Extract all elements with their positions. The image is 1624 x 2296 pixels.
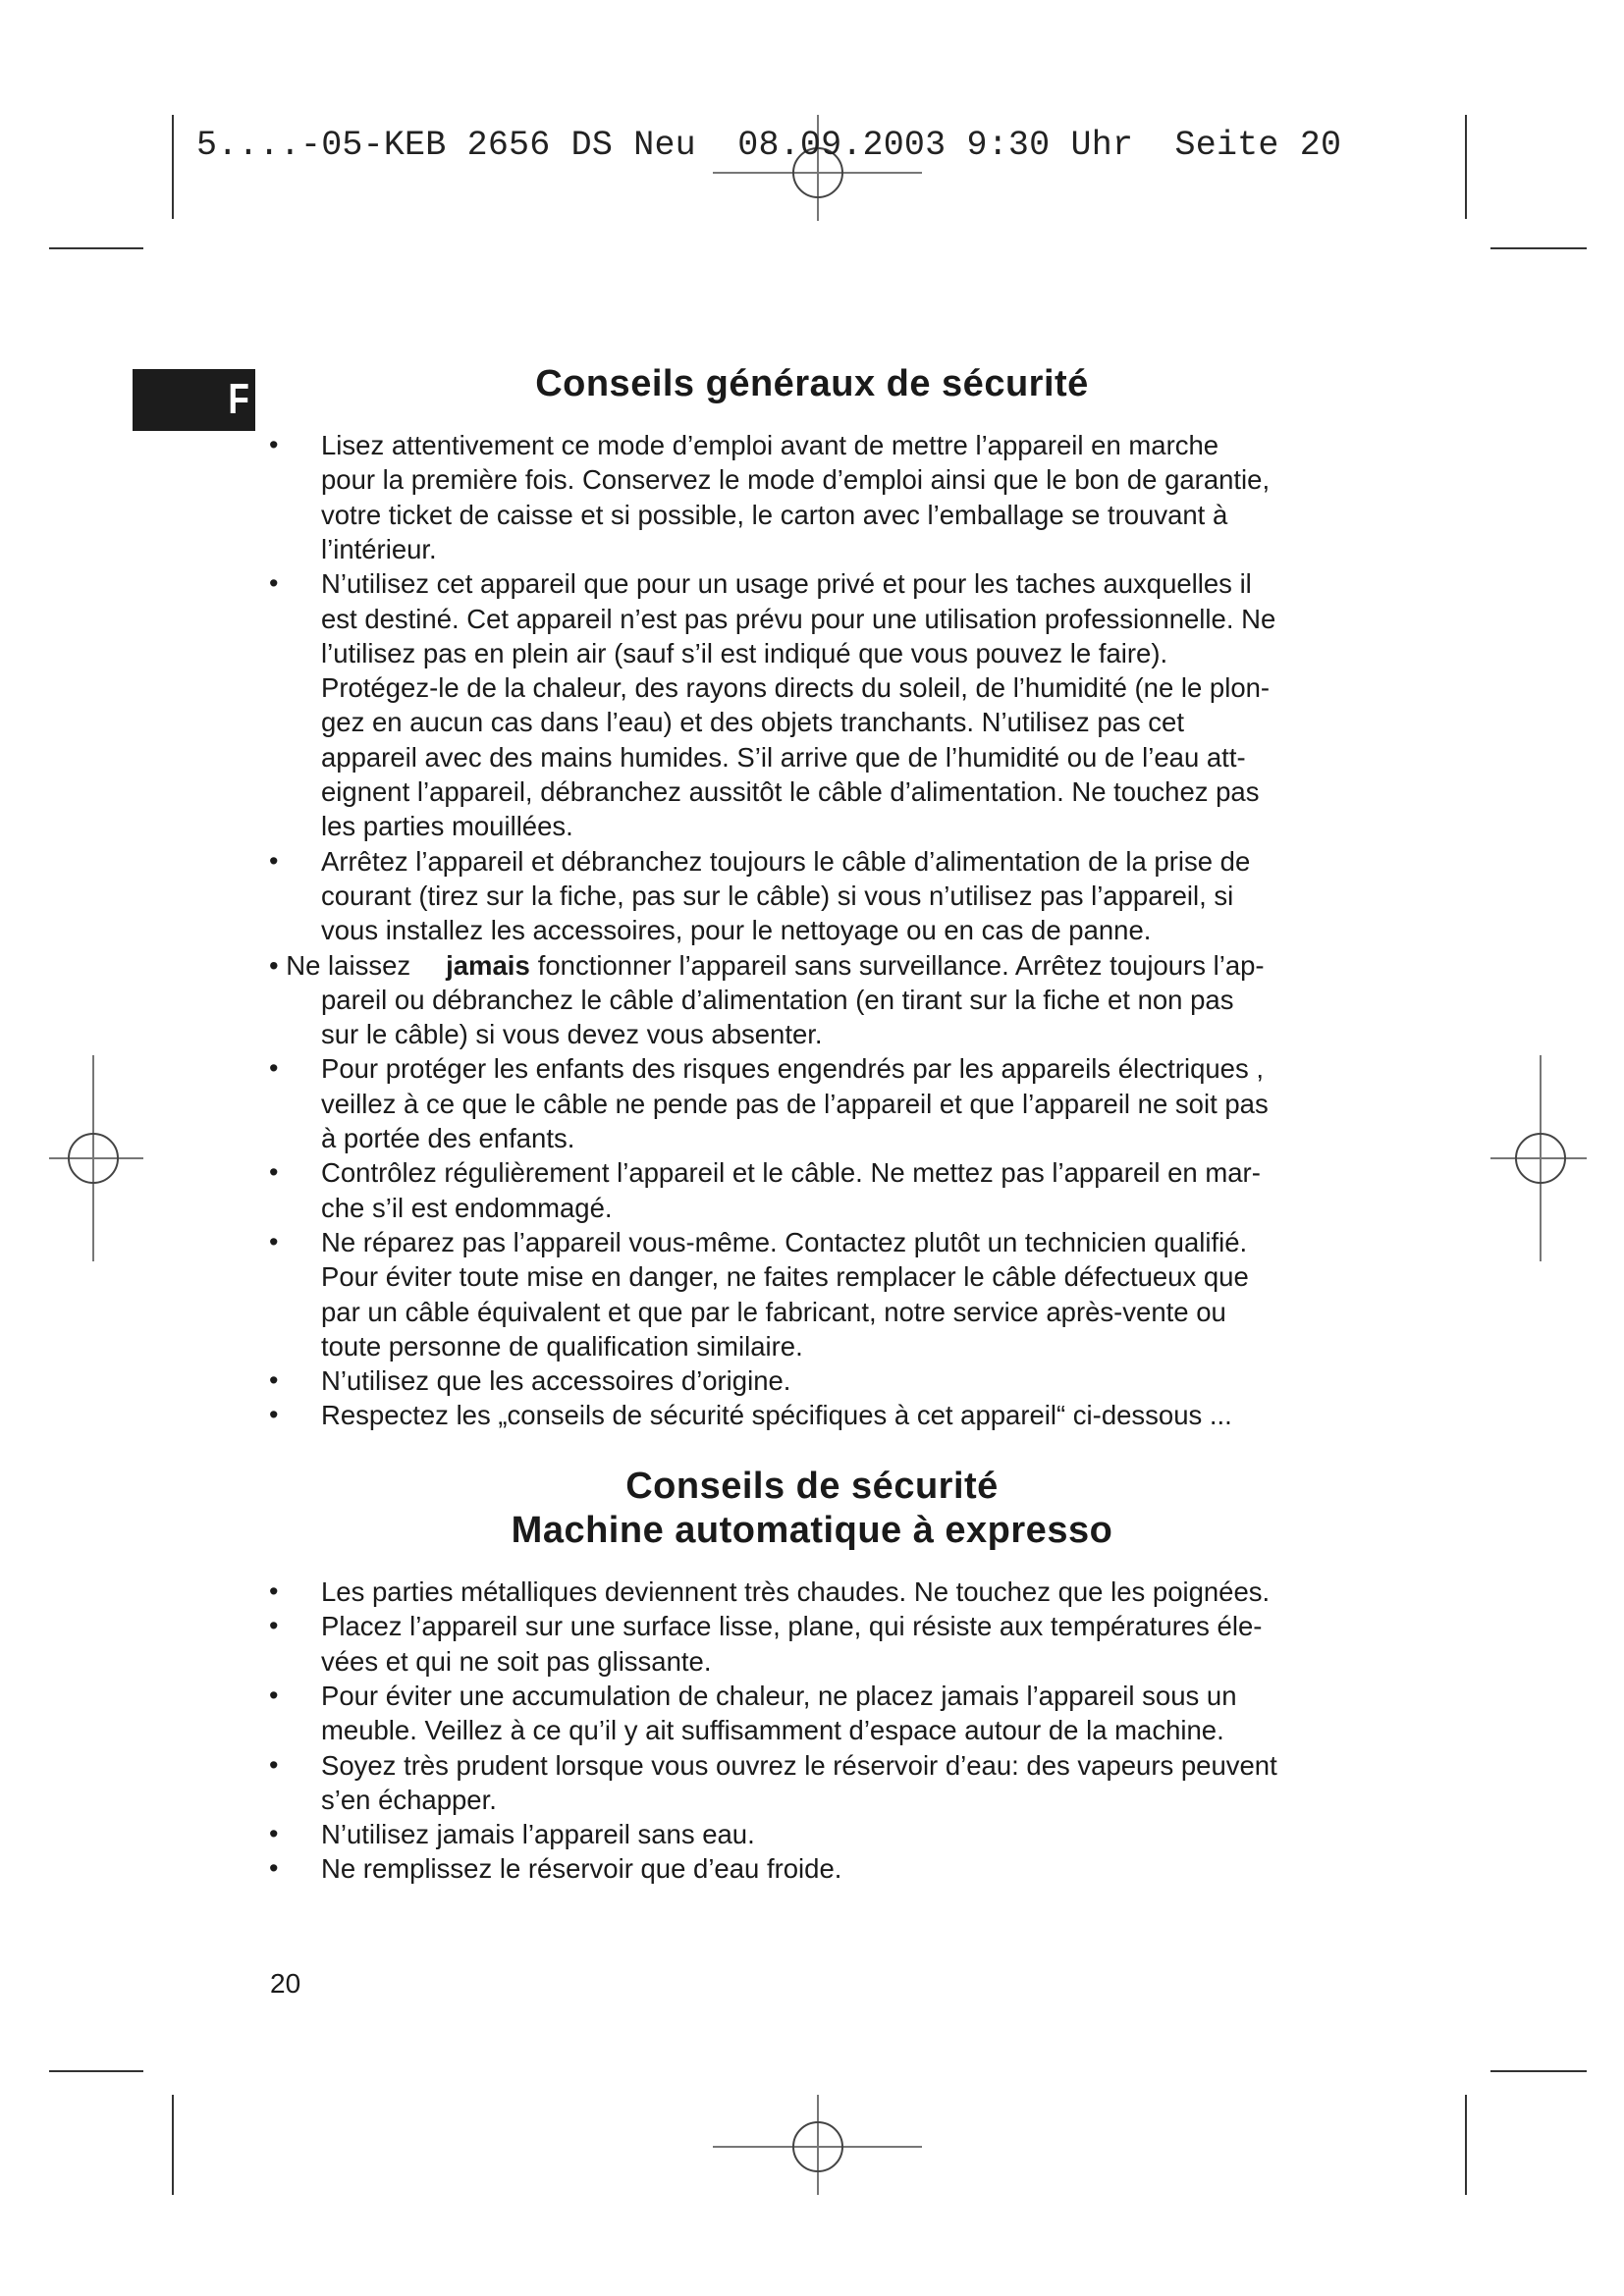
list-item-line: pour la première fois. Conservez le mode d’emploi ainsi que le bon de garantie, [321, 464, 1271, 496]
list-item-line: veillez à ce que le câble ne pende pas de l’appareil et que l’appareil ne soit pas [321, 1088, 1269, 1119]
list-item-line: Contrôlez régulièrement l’appareil et le câble. Ne mettez pas l’appareil en mar- [321, 1157, 1261, 1189]
list-item-line: N’utilisez cet appareil que pour un usage privé et pour les taches auxquelles il [321, 568, 1252, 600]
list-item-line: pareil ou débranchez le câble d’alimentation (en tirant sur la fiche et non pas [321, 984, 1234, 1015]
bullet-icon: • [269, 1853, 279, 1884]
list-item-line: l’intérieur. [321, 533, 437, 564]
bullet-icon: • [269, 430, 279, 459]
list-item-line: Pour éviter toute mise en danger, ne faites remplacer le câble défectueux que [321, 1261, 1249, 1293]
list-item-line: Placez l’appareil sur une surface lisse, plane, qui résiste aux températures éle- [321, 1611, 1263, 1642]
bullet-icon: • [269, 1680, 279, 1710]
list-item-line: Lisez attentivement ce mode d’emploi avant de mettre l’appareil en marche [321, 430, 1219, 460]
list-item-line: toute personne de qualification similaire. [321, 1330, 803, 1362]
list-item-line: Ne réparez pas l’appareil vous-même. Contactez plutôt un technicien qualifié. [321, 1226, 1248, 1257]
list-item-line: vous installez les accessoires, pour le nettoyage ou en cas de panne. [321, 915, 1152, 946]
text: • Ne laissez [269, 949, 411, 981]
list-item-line: Protégez-le de la chaleur, des rayons directs du soleil, de l’humidité (ne le plon- [321, 672, 1271, 704]
list-item-line: courant (tirez sur la fiche, pas sur le câble) si vous n’utilisez pas l’appareil, si [321, 880, 1234, 911]
print-slug-line: 5....-05-KEB 2656 DS Neu 08.09.2003 9:30 Uhr Seite 20 [196, 126, 1342, 165]
page-number: 20 [270, 1968, 301, 1999]
bullet-icon: • [269, 1819, 279, 1849]
bullet-icon: • [269, 1053, 279, 1084]
list-item-line: s’en échapper. [321, 1784, 497, 1815]
list-item-line: Pour protéger les enfants des risques engendrés par les appareils électriques , [321, 1053, 1265, 1085]
section-heading-safety: Conseils de sécurité [625, 1466, 999, 1507]
bullet-icon: • [269, 1400, 279, 1430]
text: fonctionner l’appareil sans surveillance. Arrêtez toujours l’ap- [537, 949, 1265, 981]
list-item-line: les parties mouillées. [321, 811, 573, 842]
list-item-line: à portée des enfants. [321, 1123, 575, 1153]
language-tab-label: F [228, 375, 249, 423]
list-item-line: l’utilisez pas en plein air (sauf s’il est indiqué que vous pouvez le faire). [321, 637, 1168, 668]
section-heading-general-safety: Conseils généraux de sécurité [535, 363, 1089, 404]
bullet-icon: • [269, 1611, 279, 1641]
list-item-line: par un câble équivalent et que par le fabricant, notre service après-vente ou [321, 1296, 1226, 1327]
list-item-line: N’utilisez que les accessoires d’origine. [321, 1365, 791, 1397]
list-item-line: vées et qui ne soit pas glissante. [321, 1645, 712, 1677]
list-item-line: Pour éviter une accumulation de chaleur, ne placez jamais l’appareil sous un [321, 1680, 1237, 1711]
list-item-line: eignent l’appareil, débranchez aussitôt le câble d’alimentation. Ne touchez pas [321, 776, 1260, 807]
bullet-icon: • [269, 1226, 279, 1256]
list-item-line: Ne remplissez le réservoir que d’eau froide. [321, 1853, 842, 1885]
list-item-line [269, 948, 1265, 983]
bullet-icon: • [269, 1576, 279, 1606]
list-item-line: sur le câble) si vous devez vous absenter. [321, 1019, 823, 1050]
list-item-line: Respectez les „conseils de sécurité spécifiques à cet appareil“ ci-dessous ... [321, 1400, 1232, 1431]
list-item-line: votre ticket de caisse et si possible, le carton avec l’emballage se trouvant à [321, 499, 1228, 530]
list-item-line: N’utilisez jamais l’appareil sans eau. [321, 1819, 755, 1850]
bullet-icon: • [269, 1749, 279, 1780]
list-item-line: Les parties métalliques deviennent très chaudes. Ne touchez que les poignées. [321, 1576, 1271, 1607]
list-item-line: gez en aucun cas dans l’eau) et des objets tranchants. N’utilisez pas cet [321, 707, 1184, 738]
list-item-line: est destiné. Cet appareil n’est pas prévu pour une utilisation professionnelle. Ne [321, 603, 1276, 634]
bullet-icon: • [269, 1365, 279, 1396]
section-heading-machine: Machine automatique à expresso [511, 1510, 1113, 1551]
list-item-line: Soyez très prudent lorsque vous ouvrez le réservoir d’eau: des vapeurs peuvent [321, 1749, 1277, 1781]
emphasis-text: jamais [446, 949, 530, 981]
bullet-icon: • [269, 568, 279, 599]
list-item-line: meuble. Veillez à ce qu’il y ait suffisamment d’espace autour de la machine. [321, 1715, 1224, 1746]
list-item-line: che s’il est endommagé. [321, 1192, 613, 1223]
list-item-line: appareil avec des mains humides. S’il arrive que de l’humidité ou de l’eau att- [321, 741, 1246, 773]
list-item-line: Arrêtez l’appareil et débranchez toujours le câble d’alimentation de la prise de [321, 845, 1251, 877]
bullet-icon: • [269, 845, 279, 876]
bullet-icon: • [269, 1157, 279, 1188]
